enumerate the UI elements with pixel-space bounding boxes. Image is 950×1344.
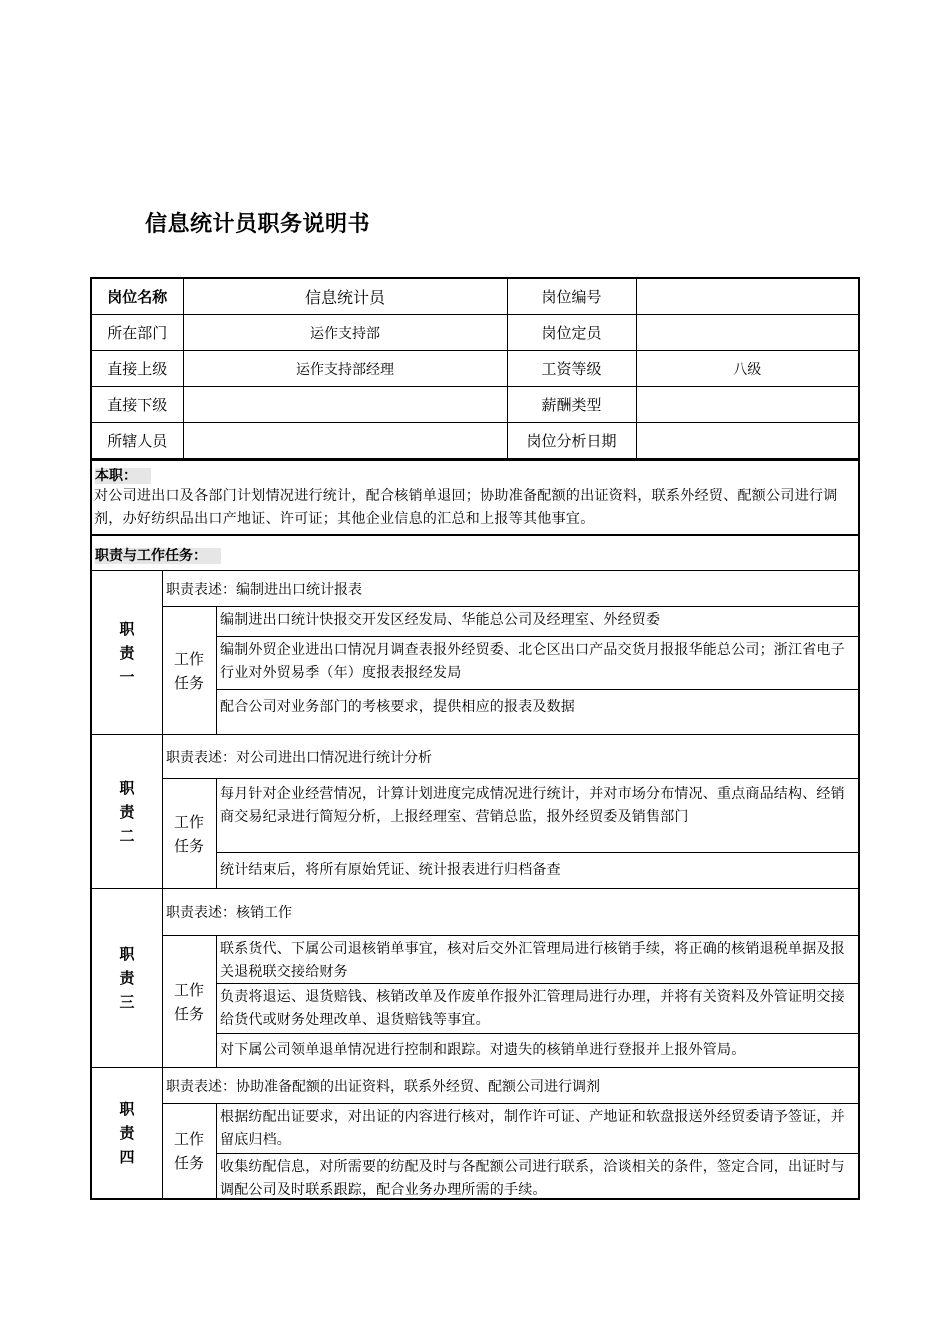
task-item: 收集纺配信息，对所需要的纺配及时与各配额公司进行联系，洽谈相关的条件，签定合同，出证时与调配公司及时联系跟踪，配合业务办理所需的手续。 [216, 1153, 858, 1198]
summary-heading: 本职： [92, 465, 858, 485]
field-label: 直接下级 [92, 387, 183, 423]
page-title: 信息统计员职务说明书 [145, 212, 371, 237]
duty-block [92, 735, 858, 889]
field-label: 岗位名称 [92, 279, 183, 315]
field-label: 直接上级 [92, 351, 183, 387]
summary-section [92, 465, 858, 531]
field-label: 岗位分析日期 [507, 423, 636, 459]
field-value [183, 423, 507, 459]
task-item: 根据纺配出证要求，对出证的内容进行核对，制作许可证、产地证和软盘报送外经贸委请予签证，并留底归档。 [220, 1109, 845, 1148]
duty-label: 职责二 [92, 735, 163, 888]
field-value [636, 387, 858, 423]
info-row [92, 315, 858, 351]
task-item: 负责将退运、退货赔钱、核销改单及作废单作报外汇管理局进行办理，并将有关资料及外管证明交接给货代或财务处理改单、退货赔钱等事宜。 [216, 983, 858, 1033]
duty-description: 职责表述：编制进出口统计报表 [162, 571, 858, 607]
duty-block [92, 1068, 858, 1198]
field-label: 岗位定员 [507, 315, 636, 351]
task-item: 对下属公司领单退单情况进行控制和跟踪。对遗失的核销单进行登报并上报外管局。 [216, 1033, 858, 1067]
info-row [92, 279, 858, 315]
task-label: 工作任务 [162, 779, 217, 888]
duty-description: 职责表述：对公司进出口情况进行统计分析 [162, 735, 858, 779]
duty-description: 职责表述：协助准备配额的出证资料，联系外经贸、配额公司进行调剂 [162, 1068, 858, 1104]
info-row [92, 387, 858, 423]
divider [92, 459, 858, 461]
duty-block [92, 889, 858, 1068]
duties-heading: 职责与工作任务： [92, 545, 858, 565]
task-item: 编制进出口统计快报交开发区经发局、华能总公司及经理室、外经贸委 [220, 612, 661, 628]
task-item: 编制外贸企业进出口情况月调查表报外经贸委、北仑区出口产品交货月报报华能总公司；浙江省电子行业对外贸易季（年）度报表报经发局 [216, 636, 858, 689]
task-label: 工作任务 [162, 607, 217, 734]
field-label: 薪酬类型 [507, 387, 636, 423]
field-value: 运作支持部经理 [183, 351, 507, 387]
field-value [636, 423, 858, 459]
duty-label: 职责三 [92, 889, 163, 1067]
position-info-table [92, 279, 858, 459]
info-row [92, 351, 858, 387]
task-item: 统计结束后，将所有原始凭证、统计报表进行归档备查 [216, 852, 858, 888]
field-value: 八级 [636, 351, 858, 387]
field-label: 工资等级 [507, 351, 636, 387]
field-label: 岗位编号 [507, 279, 636, 315]
field-label: 所辖人员 [92, 423, 183, 459]
field-label: 所在部门 [92, 315, 183, 351]
field-value [636, 279, 858, 315]
task-item: 配合公司对业务部门的考核要求，提供相应的报表及数据 [216, 689, 858, 724]
divider [92, 534, 858, 536]
duty-label: 职责一 [92, 571, 163, 734]
duty-label: 职责四 [92, 1068, 163, 1198]
job-description-form [90, 277, 860, 1200]
field-value: 信息统计员 [183, 279, 507, 315]
duty-block [92, 571, 858, 735]
field-value: 运作支持部 [183, 315, 507, 351]
task-label: 工作任务 [162, 936, 217, 1067]
task-label: 工作任务 [162, 1104, 217, 1198]
task-item: 联系货代、下属公司退核销单事宜，核对后交外汇管理局进行核销手续，将正确的核销退税单据及报关退税联交接给财务 [220, 941, 845, 980]
task-item: 每月针对企业经营情况，计算计划进度完成情况进行统计，并对市场分布情况、重点商品结构、经销商交易纪录进行简短分析，上报经理室、营销总监，报外经贸委及销售部门 [220, 786, 845, 825]
field-value [183, 387, 507, 423]
field-value [636, 315, 858, 351]
duty-description: 职责表述：核销工作 [162, 889, 858, 936]
summary-text: 对公司进出口及各部门计划情况进行统计，配合核销单退回；协助准备配额的出证资料，联系外经贸、配额公司进行调剂，办好纺织品出口产地证、许可证；其他企业信息的汇总和上报等其他事宜。 [94, 488, 838, 527]
info-row [92, 423, 858, 459]
